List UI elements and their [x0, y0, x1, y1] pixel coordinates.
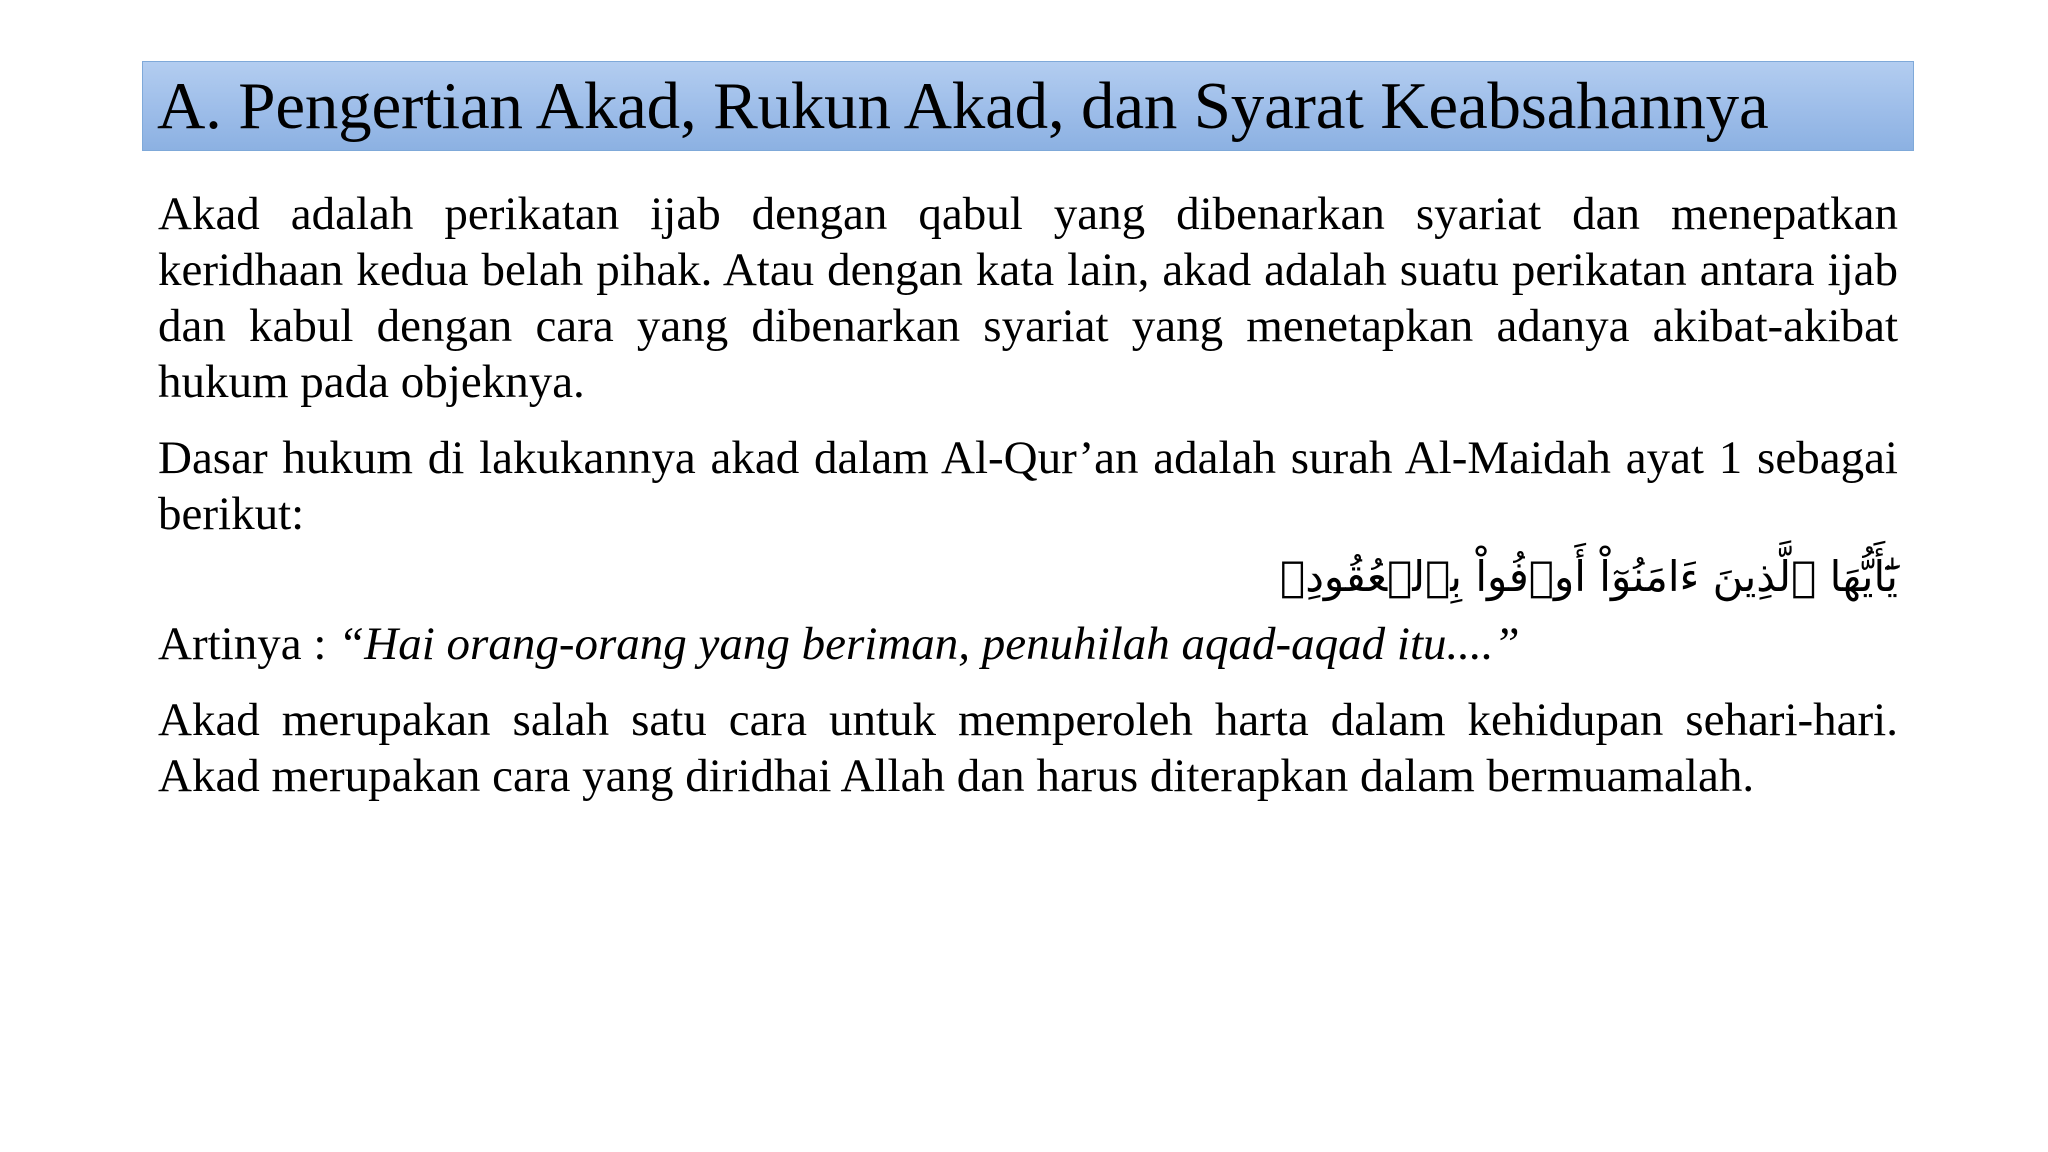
slide-body — [158, 186, 1898, 804]
paragraph-gap — [158, 410, 1898, 430]
title-bar — [142, 61, 1914, 151]
translation-line — [158, 616, 1898, 672]
slide-title: A. Pengertian Akad, Rukun Akad, dan Syarat Keabsahannya — [157, 69, 1769, 143]
translation-label: Artinya : — [158, 618, 339, 670]
paragraph-definition: Akad adalah perikatan ijab dengan qabul yang dibenarkan syariat dan menepatkan keridhaan kedua belah pihak. Atau dengan kata lain, akad adalah suatu perikatan antara ijab dan kabul dengan cara yang dibenarkan syariat yang menetapkan adanya akibat-akibat hukum pada objeknya. — [158, 188, 1898, 408]
paragraph-conclusion: Akad merupakan salah satu cara untuk memperoleh harta dalam kehidupan sehari-hari. Akad merupakan cara yang diridhai Allah dan harus diterapkan dalam bermuamalah. — [158, 694, 1898, 802]
translation-quote: “Hai orang-orang yang beriman, penuhilah aqad-aqad itu....” — [338, 618, 1520, 670]
paragraph-gap — [158, 672, 1898, 692]
paragraph-gap — [158, 608, 1898, 616]
arabic-verse: يَٰٓأَيُّهَا ٱلَّذِينَ ءَامَنُوٓاْ أَوۡفُواْ بِٱلۡعُقُودِۚ — [1279, 552, 1898, 601]
paragraph-legal-basis: Dasar hukum di lakukannya akad dalam Al-Qur’an adalah surah Al-Maidah ayat 1 sebagai berikut: — [158, 432, 1898, 540]
